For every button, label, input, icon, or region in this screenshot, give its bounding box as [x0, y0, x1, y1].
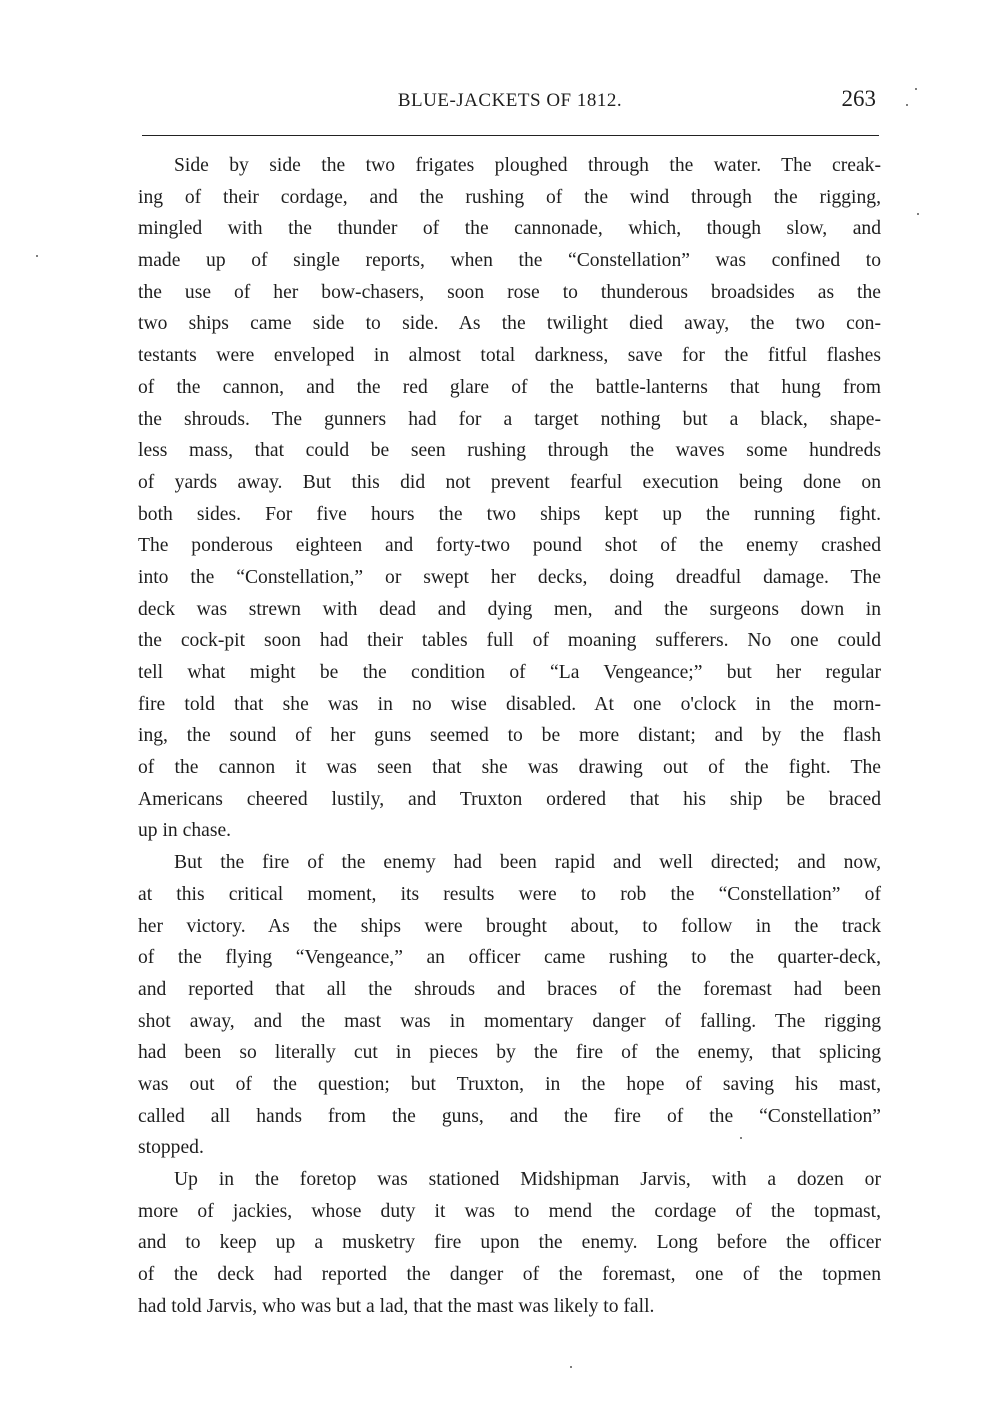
text-line: her victory. As the ships were brought about, to follow in the track [138, 915, 881, 937]
text-line: of the cannon, and the red glare of the battle-lanterns that hung from [138, 376, 881, 398]
page-number: 263 [841, 86, 876, 111]
running-head [140, 86, 880, 120]
text-line: Up in the foretop was stationed Midshipman Jarvis, with a dozen or [174, 1169, 881, 1190]
text-line: the shrouds. The gunners had for a target nothing but a black, shape- [138, 408, 881, 430]
text-line: into the “Constellation,” or swept her decks, doing dreadful damage. The [138, 566, 881, 588]
text-line: up in chase. [138, 820, 232, 842]
scan-speck [570, 1366, 572, 1368]
text-line: Americans cheered lustily, and Truxton ordered that his ship be braced [138, 788, 881, 810]
text-line: had been so literally cut in pieces by the fire of the enemy, that splicing [138, 1042, 881, 1064]
text-line: The ponderous eighteen and forty-two pound shot of the enemy crashed [138, 535, 881, 557]
running-title: BLUE-JACKETS OF 1812. [397, 90, 623, 111]
scan-speck [917, 213, 919, 215]
text-line: ing, the sound of her guns seemed to be more distant; and by the flash [138, 725, 881, 747]
text-line: But the fire of the enemy had been rapid and well directed; and now, [174, 852, 881, 874]
text-line: called all hands from the guns, and the fire of the “Constellation” [138, 1105, 881, 1127]
text-line: more of jackies, whose duty it was to mend the cordage of the topmast, [138, 1200, 881, 1222]
text-line: and reported that all the shrouds and braces of the foremast had been [138, 978, 881, 1000]
text-line: shot away, and the mast was in momentary danger of falling. The rigging [138, 1010, 881, 1032]
paragraph-1 [138, 150, 881, 847]
scan-speck [740, 1137, 742, 1139]
text-line: stopped. [138, 1137, 204, 1159]
text-line: had told Jarvis, who was but a lad, that the mast was likely to fall. [138, 1295, 655, 1317]
text-line: Side by side the two frigates ploughed through the water. The creak- [174, 155, 881, 176]
text-line: the cock-pit soon had their tables full of moaning sufferers. No one could [138, 630, 881, 652]
scan-speck [906, 104, 908, 106]
scan-speck [36, 255, 38, 257]
paragraph-3 [138, 1164, 881, 1322]
text-line: ing of their cordage, and the rushing of the wind through the rigging, [138, 186, 881, 208]
body-text [138, 150, 881, 1322]
paragraph-2 [138, 847, 881, 1164]
text-line: testants were enveloped in almost total darkness, save for the fitful flashes [138, 345, 881, 367]
text-line: made up of single reports, when the “Constellation” was confined to [138, 250, 881, 272]
header-rule [142, 135, 879, 136]
scan-speck [915, 88, 917, 90]
text-line: at this critical moment, its results were to rob the “Constellation” of [138, 883, 881, 905]
text-line: the use of her bow-chasers, soon rose to thunderous broadsides as the [138, 281, 881, 303]
text-line: tell what might be the condition of “La Vengeance;” but her regular [138, 662, 881, 683]
text-line: of yards away. But this did not prevent fearful execution being done on [138, 471, 881, 493]
text-line: of the deck had reported the danger of the foremast, one of the topmen [138, 1264, 881, 1286]
text-line: fire told that she was in no wise disabled. At one o'clock in the morn- [138, 693, 881, 715]
text-line: and to keep up a musketry fire upon the enemy. Long before the officer [138, 1232, 881, 1254]
text-line: was out of the question; but Truxton, in the hope of saving his mast, [138, 1073, 881, 1095]
text-line: mingled with the thunder of the cannonade, which, though slow, and [138, 218, 881, 240]
text-line: deck was strewn with dead and dying men, and the surgeons down in [138, 598, 881, 620]
text-line: of the cannon it was seen that she was drawing out of the fight. The [138, 757, 881, 779]
text-line: of the flying “Vengeance,” an officer came rushing to the quarter-deck, [138, 947, 881, 969]
text-line: less mass, that could be seen rushing through the waves some hundreds [138, 440, 881, 462]
text-line: two ships came side to side. As the twilight died away, the two con- [138, 313, 881, 335]
text-line: both sides. For five hours the two ships kept up the running fight. [138, 503, 881, 525]
